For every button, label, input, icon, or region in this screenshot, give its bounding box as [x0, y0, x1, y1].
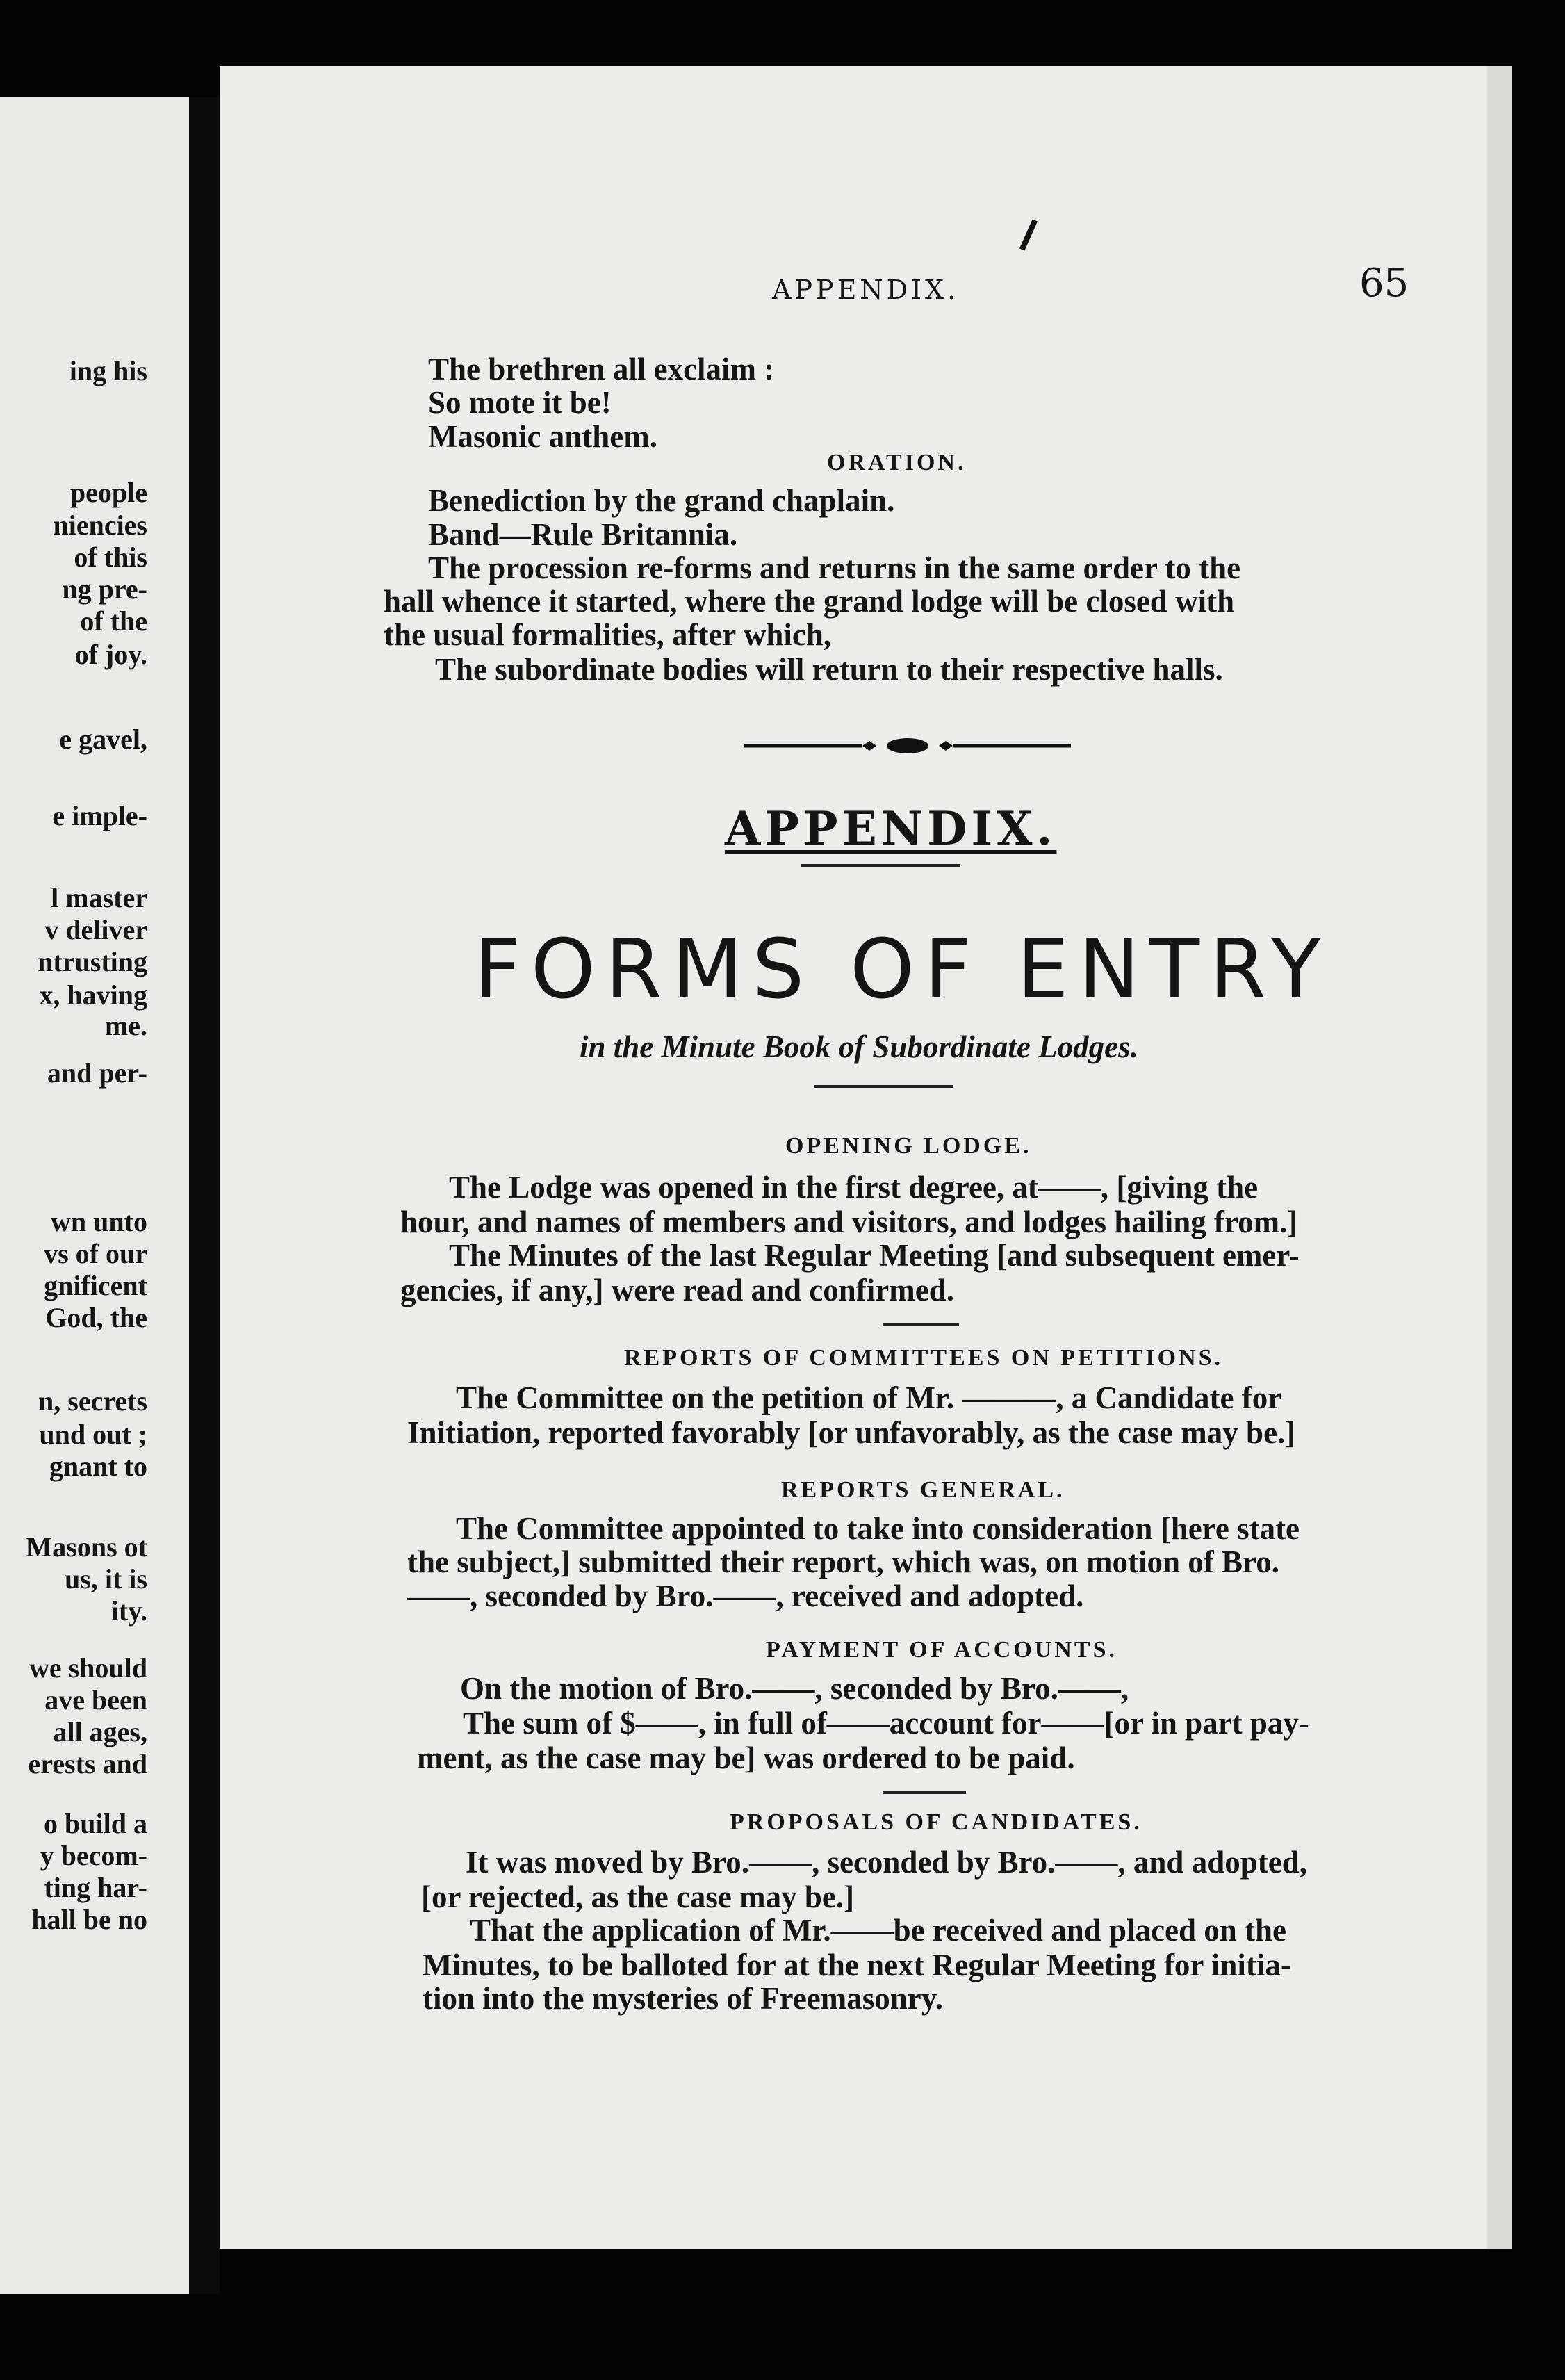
facing-page-line: o build a: [44, 1808, 147, 1839]
text-line: [or rejected, as the case may be.]: [421, 1880, 855, 1914]
facing-page-line: of joy.: [74, 639, 147, 670]
forms-title: FORMS OF ENTRY: [474, 921, 1331, 1017]
divider: [883, 1323, 959, 1326]
text-line: The Committee on the petition of Mr. ———, a Candidate for: [456, 1380, 1282, 1415]
facing-page-line: me.: [104, 1010, 147, 1041]
facing-page-line: ntrusting: [38, 946, 147, 977]
book-gutter: [189, 97, 220, 2294]
facing-page-line: all ages,: [53, 1716, 147, 1747]
facing-page-line: vs of our: [44, 1238, 147, 1269]
appendix-heading: APPENDIX.: [725, 801, 1057, 856]
facing-page-line: of this: [74, 541, 147, 573]
facing-page-line: v deliver: [44, 914, 147, 945]
forms-subtitle: in the Minute Book of Subordinate Lodges.: [580, 1029, 1138, 1064]
facing-page-line: people: [69, 477, 147, 508]
text-line: That the application of Mr.——be received and placed on the: [470, 1913, 1287, 1948]
facing-page-line: and per-: [47, 1057, 147, 1089]
facing-page-line: God, the: [45, 1302, 147, 1333]
facing-page-line: erests and: [28, 1748, 147, 1779]
facing-page-line: of the: [80, 605, 147, 637]
facing-page-line: y becom-: [40, 1840, 147, 1871]
text-line: gencies, if any,] were read and confirmed.: [400, 1273, 954, 1307]
text-line: So mote it be!: [428, 385, 612, 420]
facing-page-line: gnant to: [49, 1451, 147, 1482]
text-line: Initiation, reported favorably [or unfavorably, as the case may be.]: [407, 1415, 1296, 1450]
facing-page-line: us, it is: [65, 1563, 147, 1595]
text-line: The Committee appointed to take into consideration [here state: [456, 1511, 1300, 1546]
page-number: 65: [1359, 261, 1409, 306]
facing-page-line: we should: [28, 1652, 147, 1684]
facing-page-line: Masons ot: [26, 1531, 147, 1563]
text-line: Band—Rule Britannia.: [428, 517, 738, 552]
facing-page-line: hall be no: [31, 1904, 147, 1935]
book-page: [220, 66, 1512, 2249]
facing-page-line: n, secrets: [38, 1385, 147, 1417]
text-line: Benediction by the grand chaplain.: [428, 483, 895, 518]
text-line: The Lodge was opened in the first degree, at——, [giving the: [449, 1170, 1259, 1205]
section-heading: REPORTS OF COMMITTEES ON PETITIONS.: [624, 1345, 1224, 1371]
facing-page-line: niencies: [53, 510, 147, 541]
running-head: APPENDIX.: [772, 275, 960, 305]
text-line: The Minutes of the last Regular Meeting [and subsequent emer-: [449, 1238, 1300, 1273]
page-header: [220, 261, 1512, 316]
ornament-divider: [744, 735, 1071, 756]
facing-page-line: wn unto: [51, 1206, 147, 1237]
text-line: ——, seconded by Bro.——, received and adopted.: [407, 1579, 1084, 1613]
text-line: It was moved by Bro.——, seconded by Bro.——, and adopted,: [466, 1845, 1308, 1880]
divider: [801, 864, 960, 867]
facing-page-line: ave been: [44, 1684, 147, 1715]
divider: [883, 1791, 966, 1794]
facing-page-line: gnificent: [44, 1270, 147, 1301]
section-heading: PAYMENT OF ACCOUNTS.: [766, 1637, 1117, 1663]
text-line: hall whence it started, where the grand lodge will be closed with: [384, 584, 1235, 619]
text-line: ment, as the case may be] was ordered to be paid.: [417, 1741, 1075, 1775]
section-heading: REPORTS GENERAL.: [781, 1477, 1065, 1503]
text-line: On the motion of Bro.——, seconded by Bro.——,: [460, 1671, 1129, 1706]
page-edge: [1487, 66, 1512, 2249]
facing-page-line: e imple-: [52, 800, 147, 831]
text-line: The sum of $——, in full of——account for——[or in part pay-: [463, 1706, 1309, 1741]
facing-page-line: e gavel,: [59, 724, 147, 755]
text-line: the subject,] submitted their report, which was, on motion of Bro.: [407, 1544, 1279, 1579]
text-line: The procession re-forms and returns in the same order to the: [428, 551, 1241, 585]
facing-page-line: l master: [51, 882, 147, 913]
facing-page-line: x, having: [39, 979, 147, 1011]
text-line: tion into the mysteries of Freemasonry.: [423, 1981, 944, 2016]
facing-page-line: und out ;: [39, 1419, 147, 1450]
facing-page-line: ing his: [69, 355, 147, 386]
section-heading: ORATION.: [827, 450, 967, 475]
facing-page-line: ng pre-: [62, 573, 147, 605]
text-line: Minutes, to be balloted for at the next Regular Meeting for initia-: [423, 1948, 1291, 1982]
facing-page: [0, 97, 189, 2294]
section-heading: PROPOSALS OF CANDIDATES.: [730, 1809, 1142, 1835]
facing-page-line: ting har-: [44, 1872, 147, 1903]
text-line: Masonic anthem.: [428, 419, 657, 454]
text-line: The brethren all exclaim :: [428, 352, 775, 386]
section-heading: OPENING LODGE.: [785, 1133, 1032, 1159]
pencil-mark: [1019, 219, 1038, 250]
facing-page-line: ity.: [110, 1595, 147, 1627]
text-line: the usual formalities, after which,: [384, 617, 832, 652]
text-line: hour, and names of members and visitors, and lodges hailing from.]: [400, 1205, 1298, 1239]
divider: [814, 1085, 953, 1088]
text-line: The subordinate bodies will return to their respective halls.: [435, 652, 1223, 687]
